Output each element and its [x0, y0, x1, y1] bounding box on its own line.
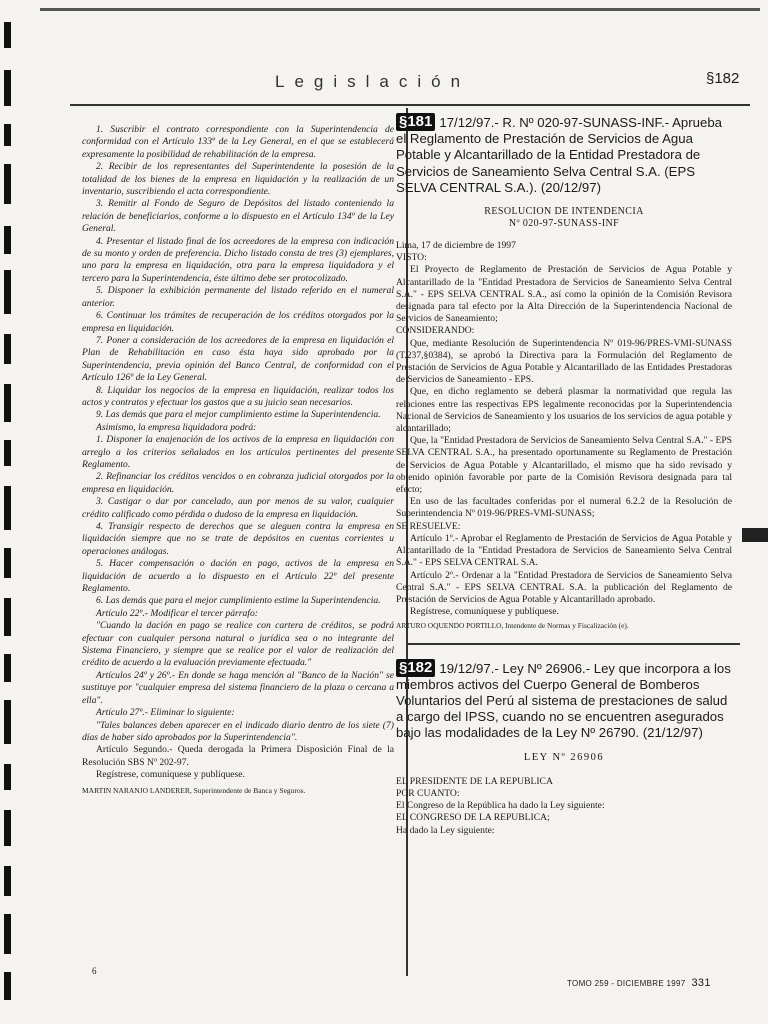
law-line: EL PRESIDENTE DE LA REPUBLICA [396, 775, 553, 787]
considerando-paragraph: Que, en dicho reglamento se deberá plasmar la normatividad que regula las relaciones entre las respectivas EPS legalmente reconocidas por la Superintendencia Nacional de Servicios de Saneamiento y los usuarios de los servicios de agua potable y alcantarillado; [396, 386, 732, 435]
article-paragraph: Artículo 1º.- Aprobar el Reglamento de Prestación de Servicios de Agua Potable y Alcantarillado de la "Entidad Prestadora de Servicios de Saneamiento Selva Central S.A." - EPS SELVA CENTRAL S.A. [396, 532, 732, 569]
left-paragraph: 2. Refinanciar los créditos vencidos o en cobranza judicial otorgados por la empresa en liquidación. [82, 471, 394, 495]
left-column [82, 124, 394, 797]
left-paragraph: 6. Continuar los trámites de recuperación de los créditos otorgados por la empresa en liquidación. [82, 310, 394, 334]
left-paragraph: 5. Disponer la exhibición permanente del listado referido en el numeral anterior. [82, 285, 394, 309]
scan-top-rule [40, 8, 760, 11]
left-paragraph: 7. Poner a consideración de los acreedores de la empresa en liquidación el Plan de Rehabilitación en caso ésta haya sido aprobado por la Superintendencia, previa opinión del Banco Central, de conformidad con el Artículo 126º de la Ley General. [82, 334, 394, 384]
margin-mark: 6 [92, 966, 97, 976]
left-signature: MARTIN NARANJO LANDERER, Superintendente de Banca y Seguros. [82, 785, 306, 795]
left-paragraph: 3. Remitir al Fondo de Seguro de Depósitos del listado conteniendo la relación de beneficiarios, conforme a lo dispuesto en el Artículo 134º de la Ley General. [82, 198, 394, 235]
scan-edge-marks [0, 0, 22, 1024]
closing-paragraph: Regístrese, comuníquese y publíquese. [410, 606, 559, 618]
left-paragraph: Artículo 27º.- Eliminar lo siguiente: [96, 707, 235, 719]
left-paragraph: 4. Presentar el listado final de los acreedores de la empresa con indicación de su monto y orden de preferencia. Dicho listado consta de tres (3) ejemplares, uno para la empresa en liquidación, otra para la empresa liquidadora y el tercero para la Superintendencia, éste último debe ser protocolizado. [82, 235, 394, 284]
article-paragraph: Artículo 2º.- Ordenar a la "Entidad Prestadora de Servicios de Saneamiento Selva Central S.A." - EPS SELVA CENTRAL S.A. la publicación del Reglamento de Prestación de Servicios de Agua Potable y Alcantarillado aprobado. [396, 569, 732, 605]
entry-181-signature: ARTURO OQUENDO PORTILLO, Intendente de Normas y Fiscalización (e). [396, 621, 629, 631]
considerando-paragraph: Que, mediante Resolución de Superintendencia Nº 019-96/PRES-VMI-SUNASS (T.237,§0384), se aprobó la Directiva para la Formulación del Reglamento de Prestación de Servicios de Agua Potable y Alcantarillado de las Entidades Prestadoras de Servicios de Saneamiento - EPS. [396, 337, 732, 386]
left-paragraph: 3. Castigar o dar por cancelado, aun por menos de su valor, cualquier crédito calificado como pérdida o dudoso de la empresa en liquidación. [82, 496, 394, 520]
left-paragraph: Artículos 24º y 26º.- En donde se haga mención al "Banco de la Nación" se sustituye por "cualquier empresa del sistema financiero de la plaza o cercana a ella". [82, 669, 394, 706]
left-closing: Regístrese, comuníquese y publíquese. [96, 769, 245, 781]
left-paragraph: 9. Las demás que para el mejor cumplimiento estime la Superintendencia. [96, 409, 381, 421]
resolution-title: RESOLUCION DE INTENDENCIA [484, 206, 644, 218]
left-article-second: Artículo Segundo.- Queda derogada la Primera Disposición Final de la Resolución SBS Nº 202-97. [82, 744, 394, 768]
section-title: Legislación [275, 72, 471, 91]
law-line: POR CUANTO: [396, 787, 460, 799]
resolution-number: Nº 020-97-SUNASS-INF [508, 218, 620, 230]
scan-edge-tab [742, 528, 768, 542]
entry-181-badge: §181 [396, 113, 435, 131]
left-paragraph: 6. Las demás que para el mejor cumplimiento estime la Superintendencia. [96, 595, 381, 607]
left-paragraph: 2. Recibir de los representantes del Superintendente la posesión de la totalidad de los bienes de la empresa en liquidación y la realización de un inventario, suscribiendo el acta correspondiente. [82, 161, 394, 198]
se-resuelve-heading: SE RESUELVE: [396, 520, 461, 532]
considerando-paragraph: En uso de las facultades conferidas por el numeral 6.2.2 de la Resolución de Superintendencia Nº 019-96/PRES-VMI-SUNASS; [396, 496, 732, 520]
left-paragraph: 4. Transigir respecto de derechos que se aleguen contra la empresa en liquidación siempre que no se trate de depósitos en cuentas corrientes u operaciones análogas. [82, 521, 394, 557]
visto-heading: VISTO: [396, 252, 427, 264]
entry-182-badge: §182 [396, 659, 435, 677]
left-paragraph: 5. Hacer compensación o dación en pago, activos de la empresa en liquidación de acuerdo a lo dispuesto en el Artículo 22º del presente Reglamento. [82, 558, 394, 595]
page-footer [567, 977, 711, 989]
entry-divider [406, 643, 740, 645]
left-paragraph: "Cuando la dación en pago se realice con cartera de créditos, se podrá efectuar con cualquier persona natural o jurídica sea o no integrante del Sistema Financiero, y siempre que se realice por el valor de realización del crédito de acuerdo a la evaluación previamente efectuada." [82, 620, 394, 669]
left-paragraph: 8. Liquidar los negocios de la empresa en liquidación, realizar todos los actos y contratos y efectuar los gastos que a su juicio sean necesarios. [82, 384, 394, 408]
considerando-heading: CONSIDERANDO: [396, 325, 475, 337]
entry-181-title-text: 17/12/97.- R. Nº 020-97-SUNASS-INF.- Aprueba el Reglamento de Prestación de Servicios de Agua Potable y Alcantarillado de la Entidad Prestadora de Servicios de Saneamiento Selva Central S.A. (EPS SELVA CENTRAL S.A.). (20/12/97) [396, 115, 722, 195]
left-paragraph: "Tales balances deben aparecer en el indicado diario dentro de los siete (7) días de haber sido aprobados por la Superintendencia". [82, 719, 394, 743]
page-number: 331 [691, 977, 711, 989]
entry-182-title [396, 659, 732, 742]
left-paragraph: 1. Disponer la enajenación de los activos de la empresa en liquidación con arreglo a los criterios señalados en los artículos pertinentes del presente Reglamento. [82, 434, 394, 470]
entry-181-title [396, 113, 732, 196]
entry-182-title-text: 19/12/97.- Ley Nº 26906.- Ley que incorpora a los miembros activos del Cuerpo General de Bomberos Voluntarios del Perú al sistema de prestaciones de salud a cargo del IPSS, cuando no se encuentren asegurados bajo las modalidades de la Ley Nº 26790. (21/12/97) [396, 660, 731, 741]
left-paragraph: Asimismo, la empresa liquidadora podrá: [96, 421, 257, 433]
right-column [396, 113, 732, 837]
header-divider [70, 104, 750, 106]
law-line: Ha dado la Ley siguiente: [396, 824, 495, 836]
law-line: El Congreso de la República ha dado la Ley siguiente: [396, 800, 605, 812]
considerando-paragraph: Que, la "Entidad Prestadora de Servicios de Saneamiento Selva Central S.A." - EPS SELVA CENTRAL S.A., ha presentado oportunamente su Reglamento de Prestación de Servicios de Agua Potable y Alcantarillado, el mismo que ha sido revisado y obtenido opinión favorable por parte de la Comisión Revisora designada para tal efecto; [396, 435, 732, 496]
date-line: Lima, 17 de diciembre de 1997 [396, 240, 516, 252]
volume-label: TOMO 259 - DICIEMBRE 1997 [567, 979, 686, 988]
law-number: LEY Nº 26906 [523, 751, 605, 763]
resolution-heading [396, 206, 732, 230]
section-number: §182 [706, 70, 740, 87]
law-line: EL CONGRESO DE LA REPUBLICA; [396, 812, 550, 824]
left-paragraph: 1. Suscribir el contrato correspondiente con la Superintendencia de conformidad con el Artículo 133º de la Ley General, en el que se establecerá expresamente la posibilidad de rehabilitación de la empresa. [82, 124, 394, 160]
left-paragraph: Artículo 22º.- Modificar el tercer párrafo: [96, 607, 258, 619]
visto-text: El Proyecto de Reglamento de Prestación de Servicios de Agua Potable y Alcantarillado de la "Entidad Prestadora de Servicios de Saneamiento Selva Central S.A." - EPS SELVA CENTRAL S.A., así como la opinión de la Comisión Revisora designada para tal efecto por la Alta Dirección de la Superintendencia Nacional de Servicios de Saneamiento; [396, 264, 732, 325]
